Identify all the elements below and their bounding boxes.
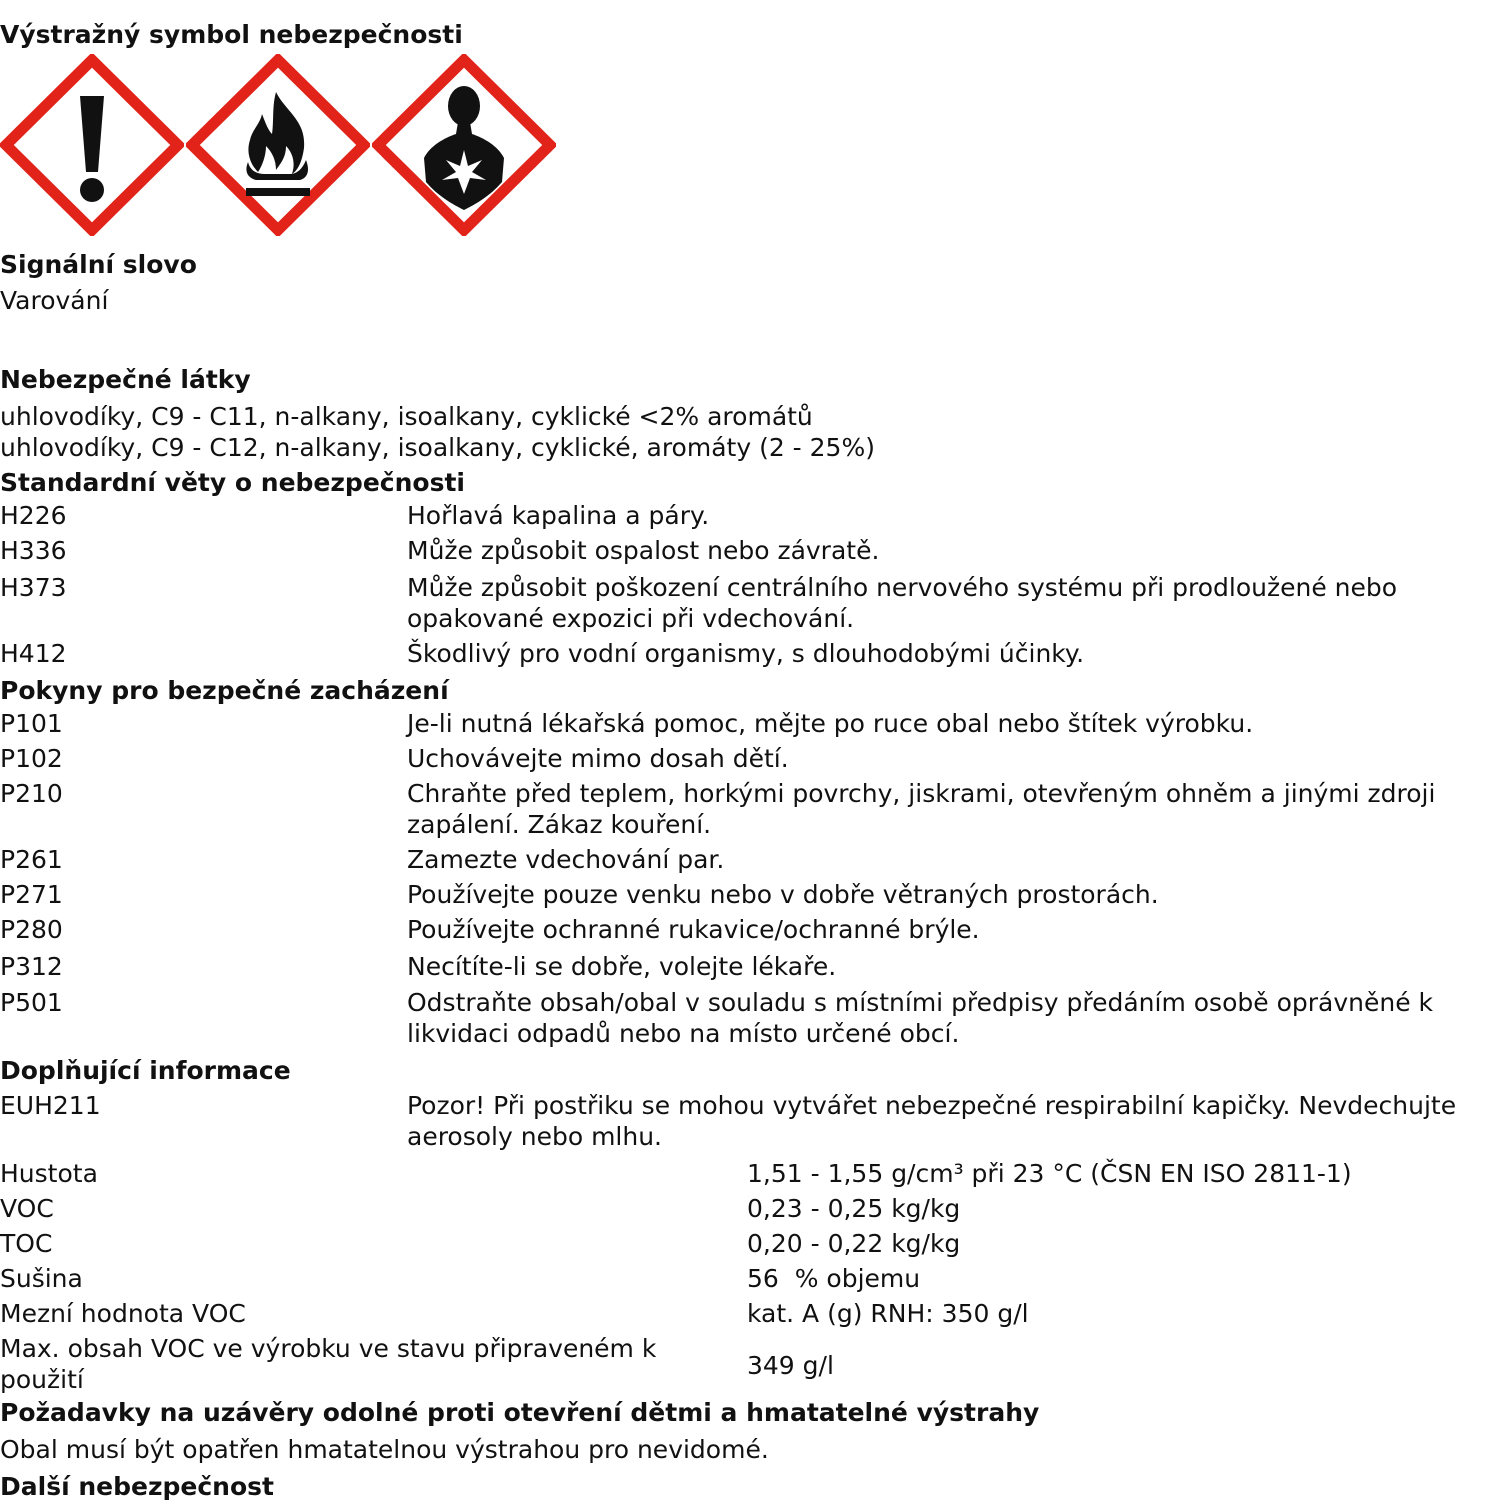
property-label: Sušina (0, 1264, 83, 1293)
statement-text: Chraňte před teplem, horkými povrchy, jiskrami, otevřeným ohněm a jinými zdroji zapálení. Zákaz kouření. (407, 779, 1436, 839)
additional-info-heading: Doplňující informace (0, 1056, 291, 1085)
health-hazard-icon (372, 54, 556, 236)
statement-code: P261 (0, 845, 63, 874)
property-value: 0,20 - 0,22 kg/kg (747, 1229, 961, 1258)
signal-word-heading: Signální slovo (0, 250, 197, 279)
statement-text: Může způsobit ospalost nebo závratě. (407, 536, 880, 565)
property-label: TOC (0, 1229, 53, 1258)
property-value: 56 % objemu (747, 1264, 921, 1293)
precautionary-statements-heading: Pokyny pro bezpečné zacházení (0, 676, 449, 705)
hazardous-substances-heading: Nebezpečné látky (0, 365, 251, 394)
statement-code: H226 (0, 501, 67, 530)
pictogram-row (0, 54, 560, 236)
exclamation-mark-icon (0, 54, 184, 236)
other-hazards-heading-container (0, 1472, 274, 1500)
substance-item: uhlovodíky, C9 - C12, n-alkany, isoalkany, cyklické, aromáty (2 - 25%) (0, 433, 875, 462)
property-label: Mezní hodnota VOC (0, 1299, 246, 1328)
property-value: kat. A (g) RNH: 350 g/l (747, 1299, 1029, 1328)
child-resistant-heading: Požadavky na uzávěry odolné proti otevření dětmi a hmatatelné výstrahy (0, 1398, 1040, 1427)
property-label: VOC (0, 1194, 54, 1223)
statement-code: P210 (0, 779, 63, 808)
statement-text: Používejte pouze venku nebo v dobře větraných prostorách. (407, 880, 1159, 909)
statement-code: P102 (0, 744, 63, 773)
statement-text: Používejte ochranné rukavice/ochranné brýle. (407, 915, 980, 944)
statement-code: P280 (0, 915, 63, 944)
statement-text: Škodlivý pro vodní organismy, s dlouhodobými účinky. (407, 639, 1085, 668)
property-value: 0,23 - 0,25 kg/kg (747, 1194, 961, 1223)
property-label: Max. obsah VOC ve výrobku ve stavu připraveném k použití (0, 1334, 657, 1394)
property-value: 349 g/l (747, 1351, 834, 1380)
statement-text: Může způsobit poškození centrálního nervového systému při prodloužené nebo opakované expozici při vdechování. (407, 573, 1398, 633)
property-label: Hustota (0, 1159, 98, 1188)
statement-text: Uchovávejte mimo dosah dětí. (407, 744, 789, 773)
statement-code: H412 (0, 639, 67, 668)
statement-code: EUH211 (0, 1091, 101, 1120)
statement-text: Hořlavá kapalina a páry. (407, 501, 710, 530)
statement-code: P501 (0, 988, 63, 1017)
statement-text: Je-li nutná lékařská pomoc, mějte po ruce obal nebo štítek výrobku. (407, 709, 1254, 738)
statement-code: H373 (0, 573, 67, 602)
substance-item: uhlovodíky, C9 - C11, n-alkany, isoalkany, cyklické <2% aromátů (0, 402, 813, 431)
signal-word-value: Varování (0, 286, 109, 315)
statement-code: P101 (0, 709, 63, 738)
child-resistant-text: Obal musí být opatřen hmatatelnou výstrahou pro nevidomé. (0, 1435, 769, 1464)
pictograms-heading: Výstražný symbol nebezpečnosti (0, 20, 463, 49)
statement-code: H336 (0, 536, 67, 565)
statement-text: Odstraňte obsah/obal v souladu s místními předpisy předáním osobě oprávněné k likvidaci odpadů nebo na místo určené obcí. (407, 988, 1434, 1048)
hazard-statements-heading: Standardní věty o nebezpečnosti (0, 468, 465, 497)
other-hazards-heading: Další nebezpečnost (0, 1472, 274, 1500)
statement-text: Pozor! Při postřiku se mohou vytvářet nebezpečné respirabilní kapičky. Nevdechujte aerosoly nebo mlhu. (407, 1091, 1457, 1151)
statement-text: Zamezte vdechování par. (407, 845, 725, 874)
statement-text: Necítíte-li se dobře, volejte lékaře. (407, 952, 837, 981)
property-value: 1,51 - 1,55 g/cm³ při 23 °C (ČSN EN ISO 2811-1) (747, 1159, 1352, 1188)
flame-icon (186, 54, 370, 236)
statement-code: P312 (0, 952, 63, 981)
statement-code: P271 (0, 880, 63, 909)
